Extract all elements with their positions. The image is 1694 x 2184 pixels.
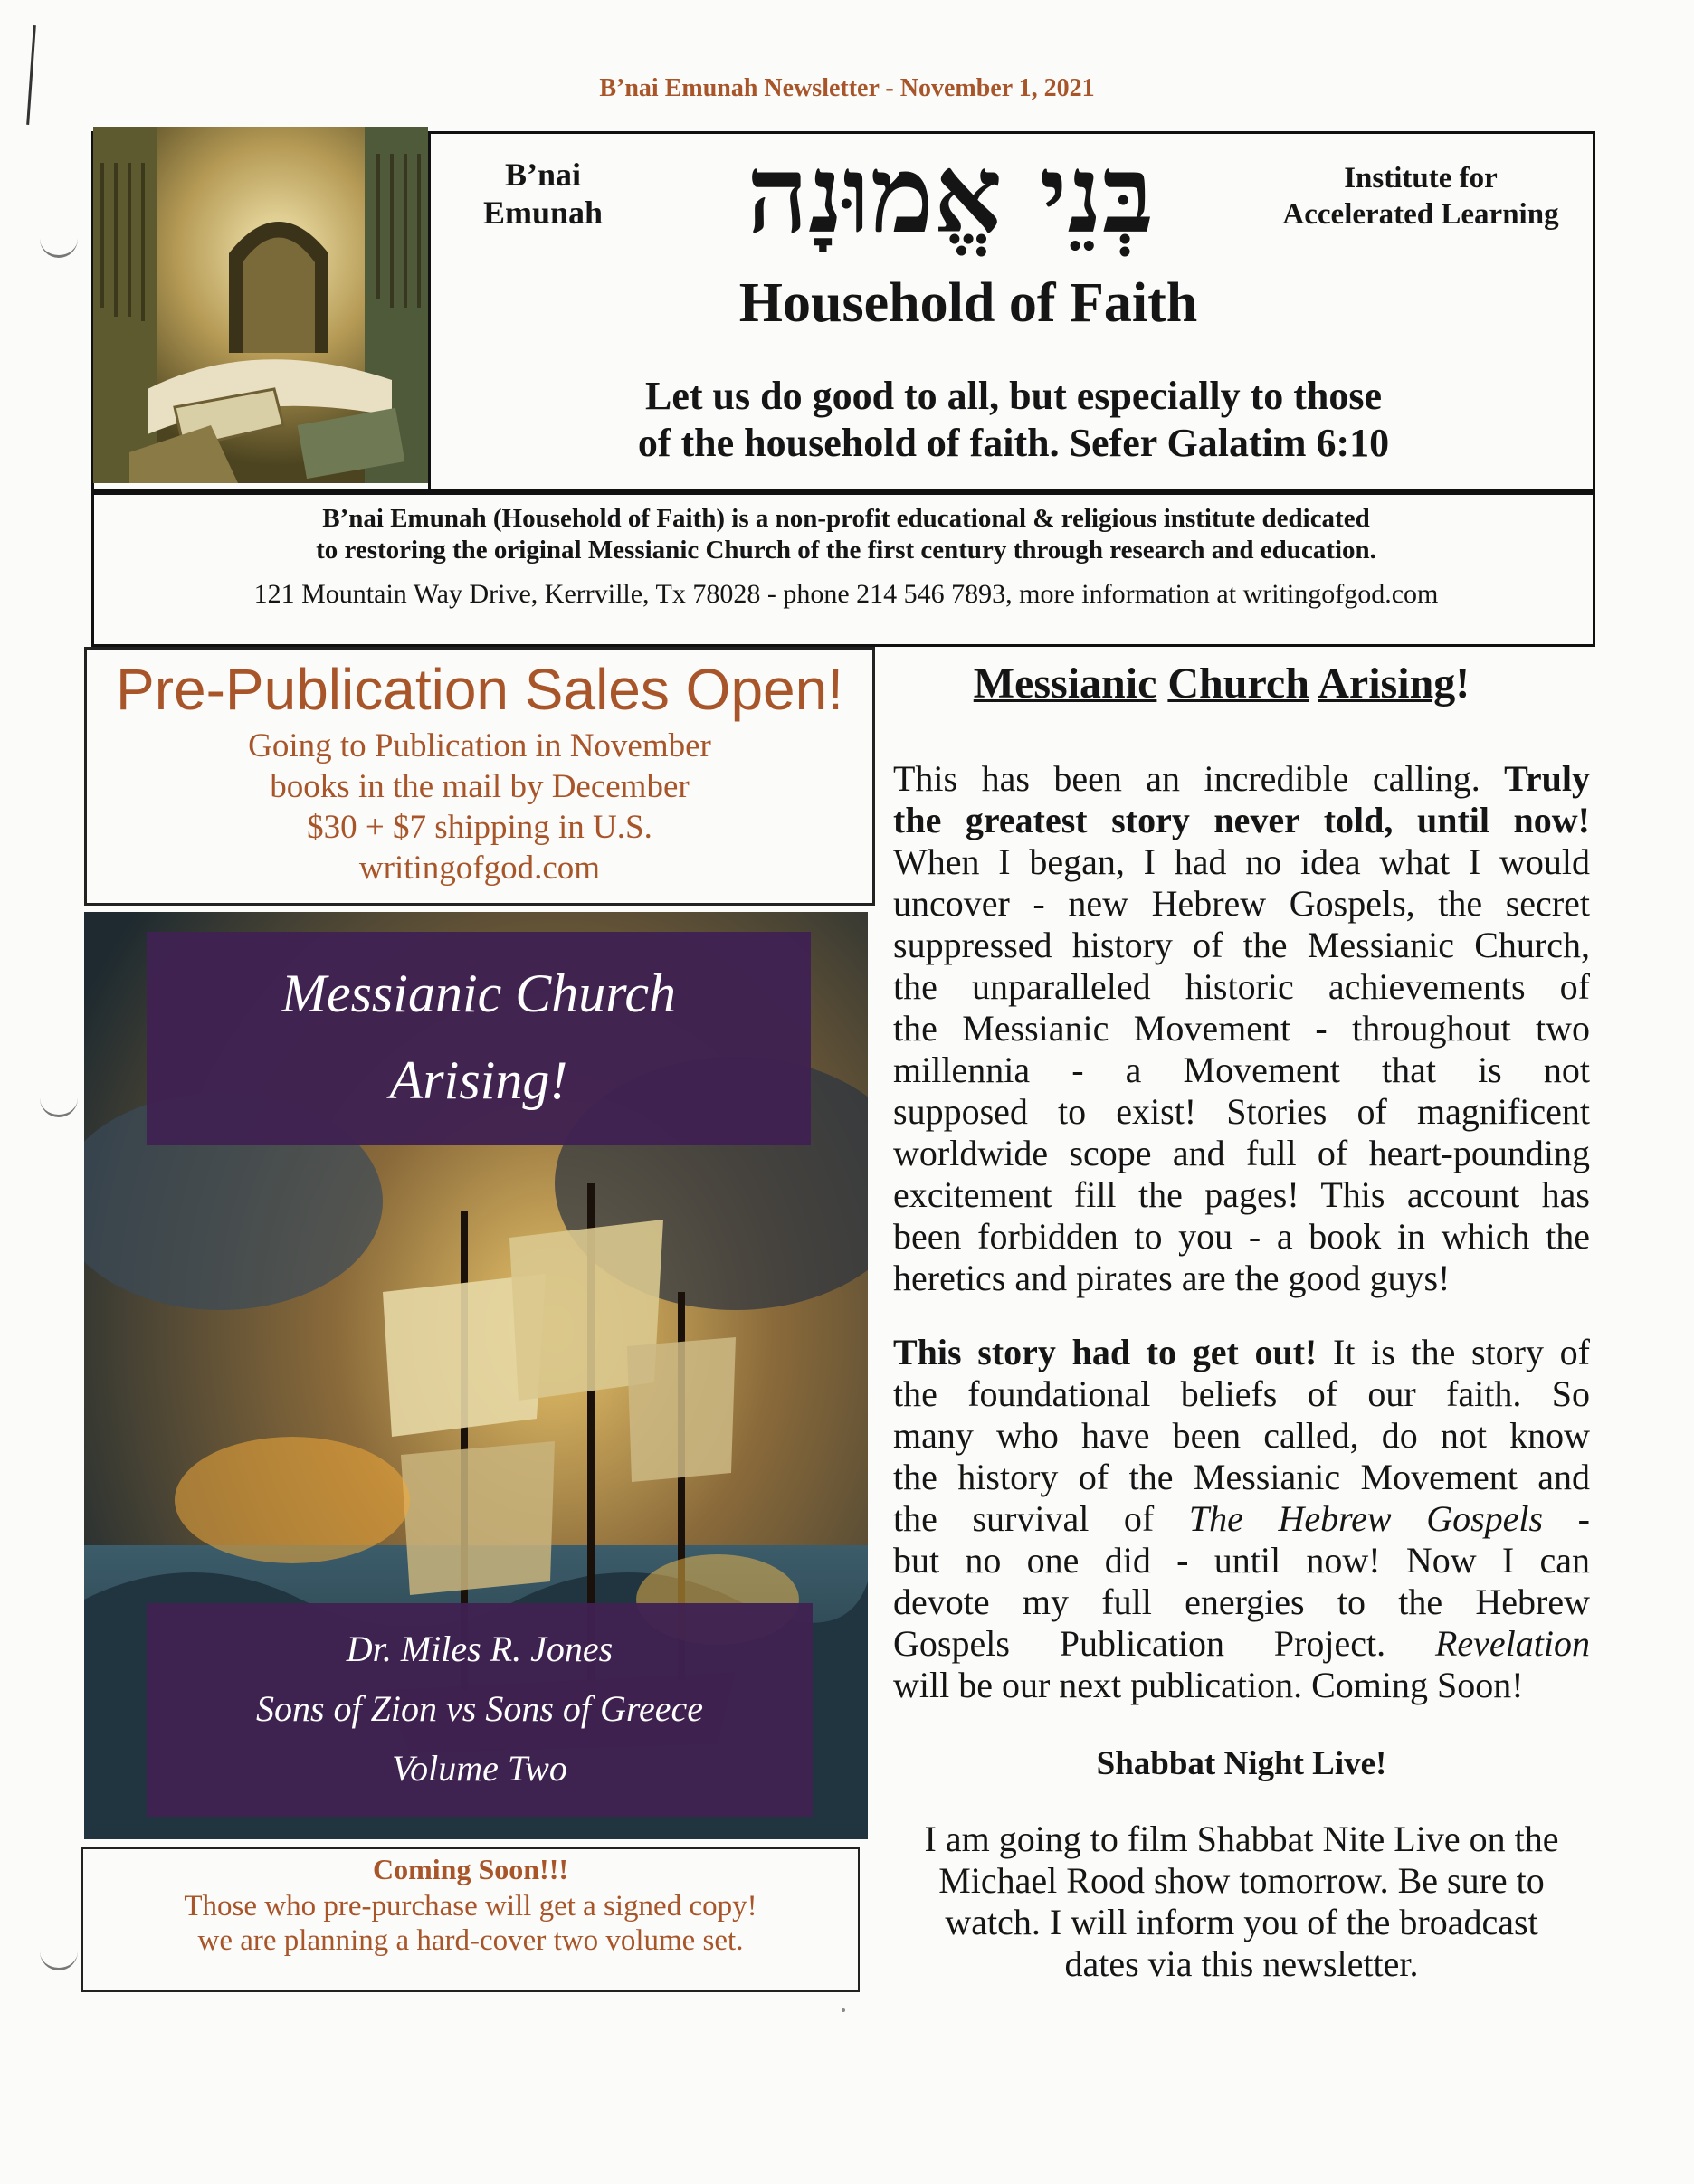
p1-line: the unparalleled historic achievements of (893, 966, 1590, 1007)
presale-title: Pre-Publication Sales Open! (116, 657, 843, 722)
p1-line: excitement fill the pages! This account has (893, 1174, 1590, 1215)
verse-line-1: Let us do good to all, but especially to those (644, 374, 1383, 418)
p1-line: the greatest story never told, until now! (893, 800, 1590, 840)
institute-label (1249, 160, 1593, 233)
coming-soon-details (83, 1889, 858, 1958)
title-word-1: Messianic (973, 660, 1157, 707)
library-painting (93, 127, 428, 483)
article-paragraph-1 (893, 758, 1590, 1299)
p2-line: the history of the Messianic Movement and (893, 1457, 1590, 1497)
p2-line: will be our next publication. Coming Soon! (893, 1665, 1524, 1705)
p2-line: the survival of The Hebrew Gospels - (893, 1498, 1590, 1539)
scan-speck (842, 2008, 845, 2012)
presale-line-3: $30 + $7 shipping in U.S. (307, 809, 652, 846)
bnai-line-2: Emunah (482, 195, 604, 231)
cover-author-block (147, 1619, 813, 1799)
p2-line: This story had to get out! It is the story of (893, 1332, 1590, 1372)
p1-line: heretics and pirates are the good guys! (893, 1258, 1451, 1298)
p1-line: the Messianic Movement - throughout two (893, 1008, 1590, 1049)
household-of-faith-title: Household of Faith (738, 272, 1198, 334)
article-paragraph-3 (893, 1818, 1590, 1985)
cover-author-name: Dr. Miles R. Jones (346, 1629, 614, 1669)
p3-line: Michael Rood show tomorrow. Be sure to (938, 1860, 1545, 1901)
bnai-line-1: B’nai (504, 157, 582, 193)
p1-line: supposed to exist! Stories of magnificent (893, 1091, 1590, 1132)
verse-line-2: of the household of faith. Sefer Galatim 6:10 (637, 421, 1390, 465)
p2-line: many who have been called, do not know (893, 1415, 1590, 1456)
masthead-divider (428, 131, 431, 491)
p1-line: uncover - new Hebrew Gospels, the secret (893, 883, 1590, 924)
p3-line: dates via this newsletter. (1064, 1943, 1419, 1984)
punch-hole (40, 237, 78, 258)
shabbat-night-live-heading: Shabbat Night Live! (1096, 1745, 1387, 1782)
punch-hole (40, 1950, 78, 1970)
title-word-2: Church (1167, 660, 1309, 707)
p2-line: Gospels Publication Project. Revelation (893, 1623, 1590, 1664)
coming-soon-title: Coming Soon!!! (372, 1853, 568, 1885)
p3-line: I am going to film Shabbat Nite Live on the (924, 1818, 1559, 1859)
presale-details (86, 726, 873, 888)
p1-line: worldwide scope and full of heart-pounding (893, 1133, 1590, 1173)
p2-line: the foundational beliefs of our faith. So (893, 1373, 1590, 1414)
presale-website: writingofgod.com (358, 850, 601, 887)
institute-line-1: Institute for (1344, 162, 1498, 195)
p1-line: millennia - a Movement that is not (893, 1049, 1590, 1090)
cover-title-line-2: Arising! (389, 1050, 568, 1110)
article-title (896, 659, 1547, 708)
cover-subtitle: Sons of Zion vs Sons of Greece (255, 1688, 704, 1729)
title-word-3: Arising (1318, 660, 1456, 707)
presale-line-1: Going to Publication in November (248, 727, 711, 764)
cover-title-line-1: Messianic Church (281, 964, 677, 1023)
cover-title (147, 950, 811, 1124)
title-exclaim: ! (1455, 660, 1470, 707)
p1-line: been forbidden to you - a book in which the (893, 1216, 1590, 1257)
coming-soon-line-1: Those who pre-purchase will get a signed copy! (184, 1890, 757, 1923)
p1-line: This has been an incredible calling. Truly (893, 758, 1590, 799)
contact-address: 121 Mountain Way Drive, Kerrville, Tx 78028 - phone 214 546 7893, more information at writingofgod.com (253, 579, 1439, 609)
p3-line: watch. I will inform you of the broadcast (945, 1902, 1538, 1942)
coming-soon-line-2: we are planning a hard-cover two volume set. (197, 1924, 744, 1957)
p1-line: When I began, I had no idea what I would (893, 841, 1590, 882)
mission-statement (136, 503, 1556, 566)
institute-line-2: Accelerated Learning (1282, 198, 1559, 231)
p2-line: but no one did - until now! Now I can (893, 1540, 1590, 1581)
newsletter-date-line: B’nai Emunah Newsletter - November 1, 2021 (599, 74, 1095, 102)
mission-line-1: B’nai Emunah (Household of Faith) is a non-profit educational & religious institute dedicated (322, 504, 1370, 533)
p1-line: suppressed history of the Messianic Church, (893, 925, 1590, 965)
galatians-verse (471, 373, 1556, 467)
article-paragraph-2 (893, 1332, 1590, 1706)
p2-line: devote my full energies to the Hebrew (893, 1581, 1590, 1622)
hebrew-title: בְּנֵי אֱמוּנָה (747, 131, 1154, 257)
punch-hole (40, 1097, 78, 1117)
bnai-emunah-label (462, 156, 624, 232)
presale-line-2: books in the mail by December (270, 768, 690, 805)
mission-line-2: to restoring the original Messianic Church of the first century through research and education. (316, 536, 1376, 565)
cover-volume: Volume Two (392, 1748, 567, 1789)
